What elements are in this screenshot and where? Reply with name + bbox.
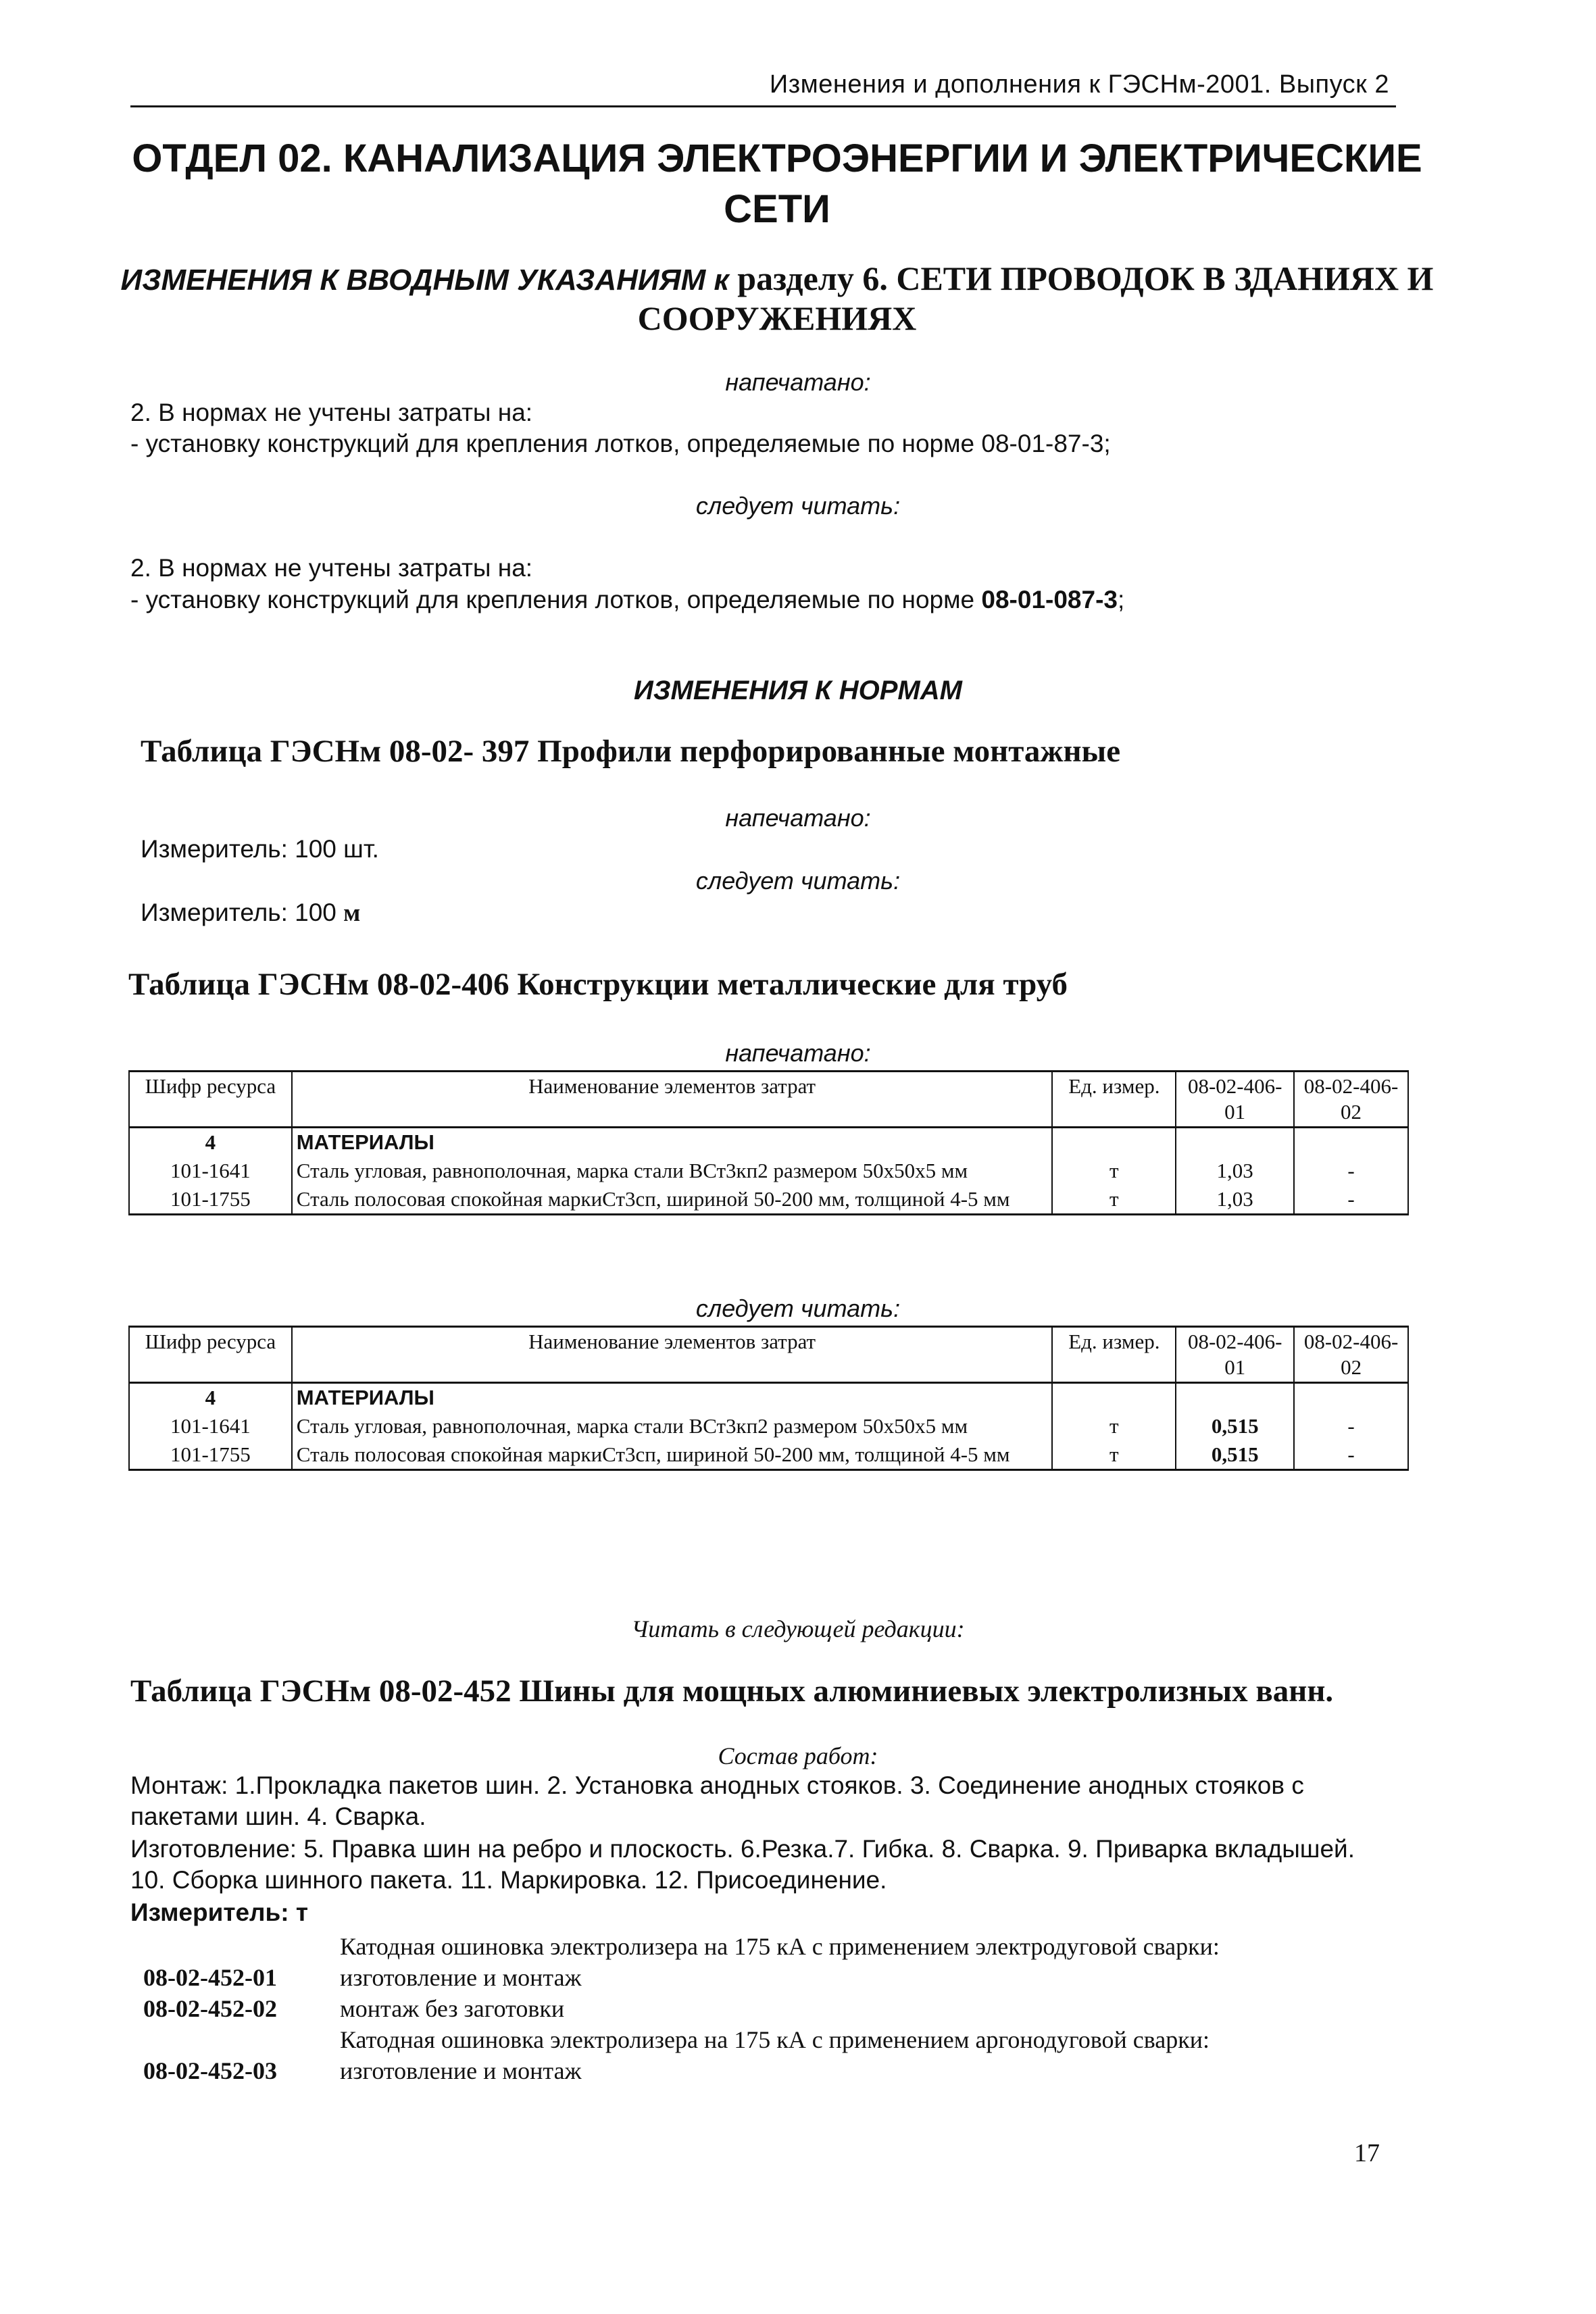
col-v1-header: 08-02-406-01: [1176, 1327, 1294, 1383]
intro-changes-title-rest: разделу 6. СЕТИ ПРОВОДОК В ЗДАНИЯХ И: [728, 259, 1434, 297]
table-397-printed-label: напечатано:: [725, 804, 871, 832]
norm-changes-heading: ИЗМЕНЕНИЯ К НОРМАМ: [634, 676, 962, 705]
section-title-line1: ОТДЕЛ 02. КАНАЛИЗАЦИЯ ЭЛЕКТРОЭНЕРГИИ И ЭЛЕКТРИЧЕСКИЕ: [132, 136, 1422, 180]
group1-title: Катодная ошиновка электролизера на 175 кА с применением электродуговой сварки:: [340, 1933, 1220, 1960]
table-397-title: Таблица ГЭСНм 08-02- 397 Профили перфорированные монтажные: [141, 734, 1121, 769]
make-line2: 10. Сборка шинного пакета. 11. Маркировка. 12. Присоединение.: [130, 1866, 887, 1894]
row-code: 101-1755: [129, 1185, 292, 1215]
mount-line1: Монтаж: 1.Прокладка пакетов шин. 2. Установка анодных стояков. 3. Соединение анодных стояков с: [130, 1771, 1304, 1799]
row-unit: т: [1052, 1412, 1176, 1440]
table-397-read-meter-prefix: Измеритель: 100: [141, 899, 344, 926]
row-v2: -: [1294, 1157, 1408, 1185]
table-row: [129, 1157, 1408, 1185]
row-v1: 1,03: [1176, 1185, 1294, 1215]
col-v2-header: 08-02-406-02: [1294, 1072, 1408, 1128]
col-unit-header: Ед. измер.: [1052, 1327, 1176, 1383]
read-line2-prefix: - установку конструкций для крепления лотков, определяемые по норме: [130, 586, 982, 613]
col-unit-header: Ед. измер.: [1052, 1072, 1176, 1128]
table-452-title: Таблица ГЭСНм 08-02-452 Шины для мощных алюминиевых электролизных ванн.: [130, 1674, 1334, 1709]
read-line2: [130, 586, 1124, 614]
printed-label: напечатано:: [725, 368, 871, 396]
running-header: Изменения и дополнения к ГЭСНм-2001. Выпуск 2: [769, 70, 1389, 99]
works-label: Состав работ:: [718, 1742, 878, 1769]
table-row: [129, 1412, 1408, 1440]
row-name: Сталь угловая, равнополочная, марка стали ВСт3кп2 размером 50х50х5 мм: [292, 1412, 1053, 1440]
row-v1: 0,515: [1176, 1412, 1294, 1440]
header-rule: [130, 105, 1396, 107]
item-text: изготовление и монтаж: [340, 2057, 582, 2084]
printed-line2: - установку конструкций для крепления лотков, определяемые по норме 08-01-87-3;: [130, 430, 1111, 457]
item-code: 08-02-452-03: [143, 2057, 277, 2084]
row-v2: -: [1294, 1440, 1408, 1470]
group-name: МАТЕРИАЛЫ: [292, 1128, 1053, 1157]
table-header-row: [129, 1327, 1408, 1383]
table-397-read-label: следует читать:: [695, 867, 901, 895]
col-code-header: Шифр ресурса: [129, 1327, 292, 1383]
col-v1-header: 08-02-406-01: [1176, 1072, 1294, 1128]
row-code: 101-1755: [129, 1440, 292, 1470]
table-406-printed-label: напечатано:: [725, 1039, 871, 1067]
table-397-printed-meter: Измеритель: 100 шт.: [141, 835, 379, 863]
table-452-edition-label: Читать в следующей редакции:: [631, 1615, 965, 1642]
intro-changes-title-italic: ИЗМЕНЕНИЯ К ВВОДНЫМ УКАЗАНИЯМ к: [120, 263, 729, 297]
col-name-header: Наименование элементов затрат: [292, 1327, 1053, 1383]
intro-changes-title: [101, 259, 1453, 300]
read-line1: 2. В нормах не учтены затраты на:: [130, 554, 533, 582]
group2-title: Катодная ошиновка электролизера на 175 кА с применением аргонодуговой сварки:: [340, 2026, 1210, 2053]
table-row: [129, 1185, 1408, 1215]
group-name: МАТЕРИАЛЫ: [292, 1383, 1053, 1413]
col-v2-header: 08-02-406-02: [1294, 1327, 1408, 1383]
intro-changes-title-line2: СООРУЖЕНИЯХ: [637, 299, 917, 337]
table-452-meter: Измеритель: т: [130, 1898, 309, 1926]
group-code: 4: [129, 1128, 292, 1157]
item-text: монтаж без заготовки: [340, 1995, 565, 2022]
page-number: 17: [1354, 2139, 1380, 2167]
table-406-printed: [128, 1070, 1409, 1215]
row-unit: т: [1052, 1185, 1176, 1215]
row-code: 101-1641: [129, 1412, 292, 1440]
table-406-title: Таблица ГЭСНм 08-02-406 Конструкции металлические для труб: [128, 967, 1068, 1002]
item-code: 08-02-452-01: [143, 1964, 277, 1991]
row-v2: -: [1294, 1185, 1408, 1215]
item-text: изготовление и монтаж: [340, 1964, 582, 1991]
make-line1: Изготовление: 5. Правка шин на ребро и плоскость. 6.Резка.7. Гибка. 8. Сварка. 9. Приварка вкладышей.: [130, 1835, 1355, 1863]
mount-line2: пакетами шин. 4. Сварка.: [130, 1803, 426, 1830]
table-406-read: [128, 1326, 1409, 1471]
row-code: 101-1641: [129, 1157, 292, 1185]
table-397-read-meter: [141, 899, 360, 928]
table-row: [129, 1440, 1408, 1470]
read-line2-suffix: ;: [1118, 586, 1125, 613]
table-row: [129, 1128, 1408, 1157]
group-code: 4: [129, 1383, 292, 1413]
read-label: следует читать:: [695, 492, 901, 520]
read-line2-code: 08-01-087-3: [981, 586, 1118, 613]
row-unit: т: [1052, 1440, 1176, 1470]
row-name: Сталь полосовая спокойная маркиСт3сп, шириной 50-200 мм, толщиной 4-5 мм: [292, 1185, 1053, 1215]
table-row: [129, 1383, 1408, 1413]
row-v1: 0,515: [1176, 1440, 1294, 1470]
col-name-header: Наименование элементов затрат: [292, 1072, 1053, 1128]
row-name: Сталь полосовая спокойная маркиСт3сп, шириной 50-200 мм, толщиной 4-5 мм: [292, 1440, 1053, 1470]
item-code: 08-02-452-02: [143, 1995, 277, 2022]
row-v1: 1,03: [1176, 1157, 1294, 1185]
table-header-row: [129, 1072, 1408, 1128]
row-unit: т: [1052, 1157, 1176, 1185]
table-397-read-meter-unit: м: [343, 899, 361, 927]
col-code-header: Шифр ресурса: [129, 1072, 292, 1128]
table-406-read-label: следует читать:: [695, 1294, 901, 1322]
section-title-line2: СЕТИ: [724, 187, 830, 231]
row-name: Сталь угловая, равнополочная, марка стали ВСт3кп2 размером 50х50х5 мм: [292, 1157, 1053, 1185]
row-v2: -: [1294, 1412, 1408, 1440]
printed-line1: 2. В нормах не учтены затраты на:: [130, 399, 533, 426]
